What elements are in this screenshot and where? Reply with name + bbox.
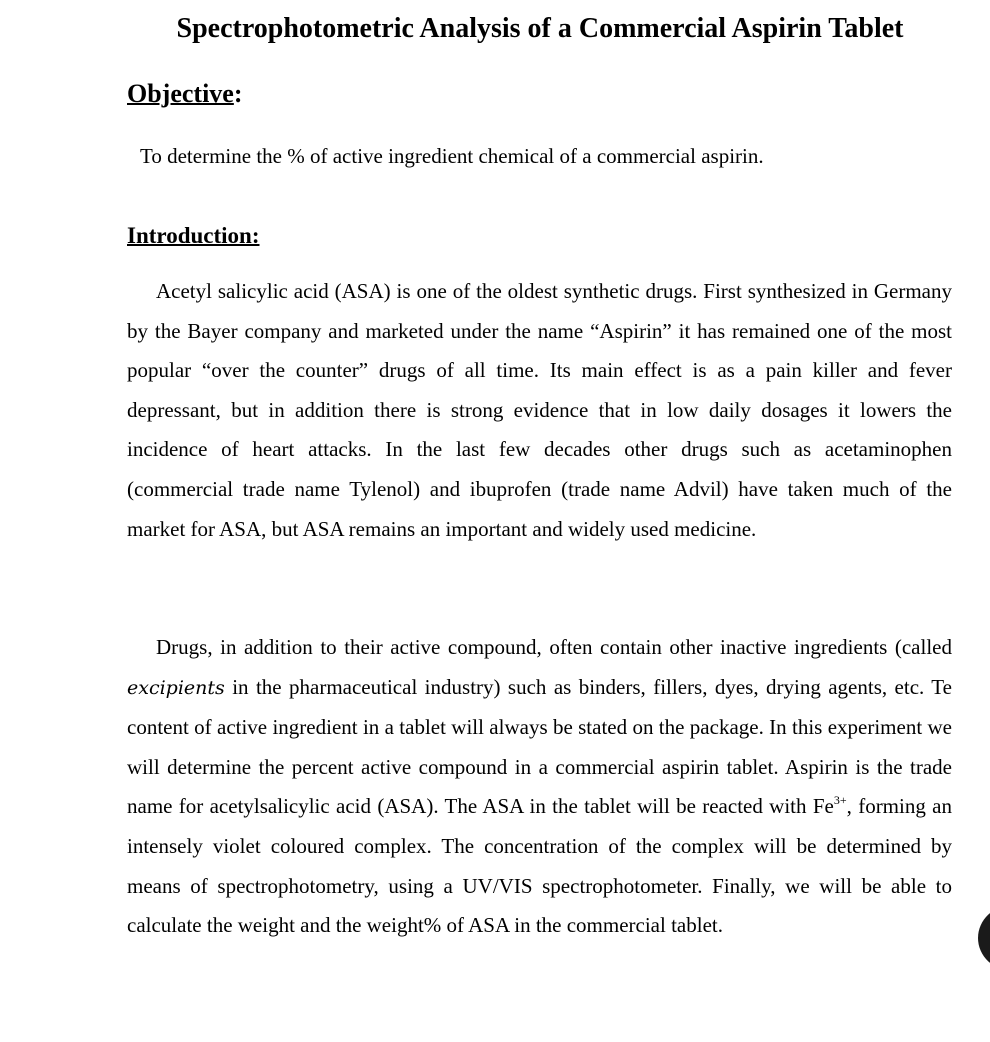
paragraph-2-text-end: , forming an intensely violet coloured complex. The concentration of the complex will be determined by means of spectrophotometry, using a UV/VIS spectrophotometer. Finally, we will be able to calculate the weight and the weight% of ASA in the commercial tablet. [127,794,952,938]
objective-heading-label: Objective [127,79,234,108]
excipients-term: excipients [127,676,225,699]
objective-text: To determine the % of active ingredient chemical of a commercial aspirin. [140,144,764,168]
document-title: Spectrophotometric Analysis of a Commercial Aspirin Tablet [176,13,904,44]
introduction-heading: Introduction: [127,223,260,248]
introduction-paragraph-2 [127,628,952,946]
corner-circle-decoration [978,905,990,971]
introduction-paragraph-1: Acetyl salicylic acid (ASA) is one of the oldest synthetic drugs. First synthesized in Germany by the Bayer company and marketed under the name “Aspirin” it has remained one of the most popular “over the counter” drugs of all time. Its main effect is as a pain killer and fever depressant, but in addition there is strong evidence that in low daily dosages it lowers the incidence of heart attacks. In the last few decades other drugs such as acetaminophen (commercial trade name Tylenol) and ibuprofen (trade name Advil) have taken much of the market for ASA, but ASA remains an important and widely used medicine. [127,279,952,541]
objective-heading-colon: : [233,79,243,108]
objective-heading [127,77,243,111]
paragraph-2-text-middle: in the pharmaceutical industry) such as binders, fillers, dyes, drying agents, etc. Te content of active ingredient in a tablet will always be stated on the package. In this experiment we will determine the percent active compound in a commercial aspirin tablet. Aspirin is the trade name for acetylsalicylic acid (ASA). The ASA in the tablet will be reacted with Fe [127,674,952,819]
iron-charge-superscript: 3+ [833,793,847,808]
paragraph-2-text-start: Drugs, in addition to their active compound, often contain other inactive ingredients (called [156,635,952,659]
